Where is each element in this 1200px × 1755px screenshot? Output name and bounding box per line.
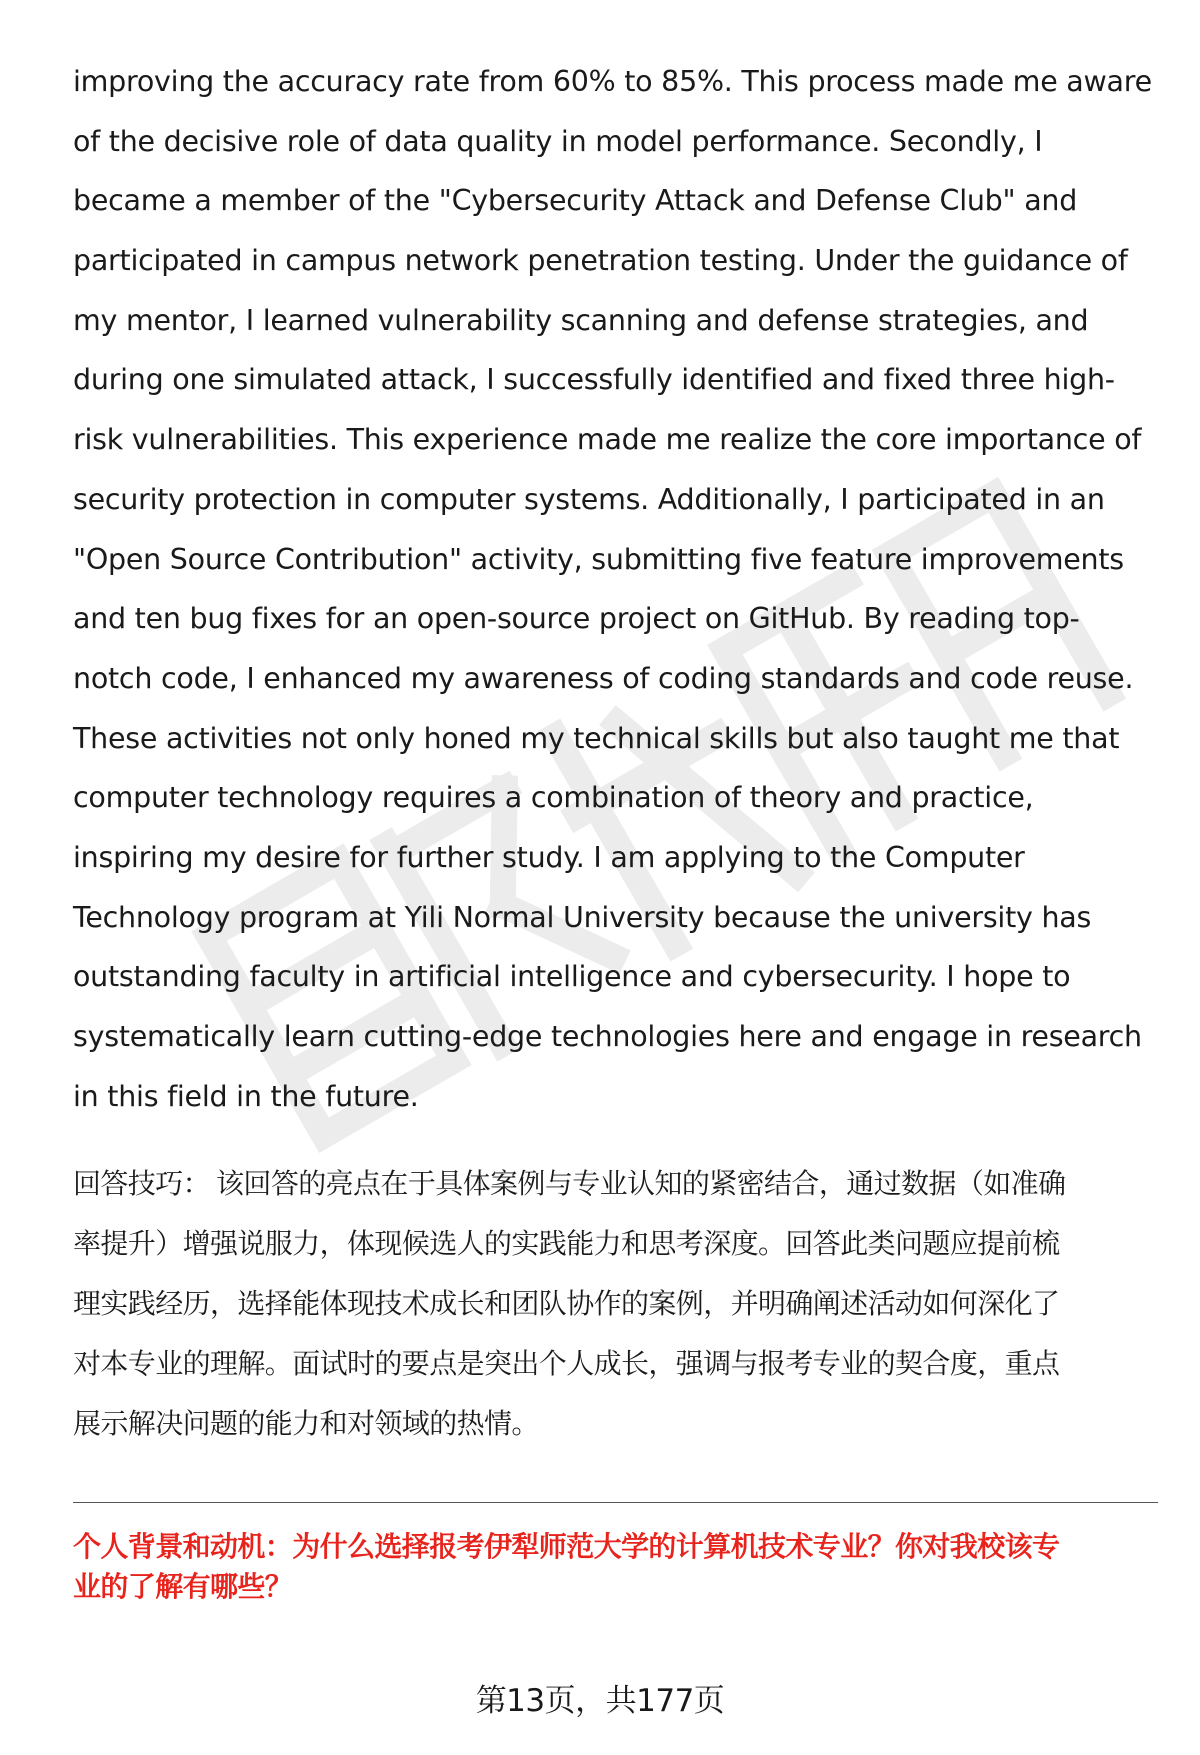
tip-line — [73, 1154, 1163, 1214]
tip-line: 率提升）增强说服力，体现候选人的实践能力和思考深度。回答此类问题应提前梳 — [73, 1227, 1060, 1260]
body-line: security protection in computer systems. Additionally, I participated in an — [73, 482, 1105, 516]
body-line: became a member of the "Cybersecurity Attack and Defense Club" and — [73, 184, 1078, 218]
body-line: participated in campus network penetration testing. Under the guidance of — [73, 244, 1128, 278]
body-line: during one simulated attack, I successfully identified and fixed three high- — [73, 363, 1115, 397]
tip-line: 展示解决问题的能力和对领域的热情。 — [73, 1407, 539, 1440]
body-line: notch code, I enhanced my awareness of coding standards and code reuse. — [73, 661, 1134, 695]
body-line: and ten bug fixes for an open-source project on GitHub. By reading top- — [73, 602, 1080, 636]
tip-line: 对本专业的理解。面试时的要点是突出个人成长，强调与报考专业的契合度，重点 — [73, 1347, 1060, 1380]
body-line: inspiring my desire for further study. I am applying to the Computer — [73, 840, 1025, 874]
question-heading — [73, 1527, 1163, 1607]
body-line: These activities not only honed my technical skills but also taught me that — [73, 721, 1120, 755]
body-line: outstanding faculty in artificial intelligence and cybersecurity. I hope to — [73, 960, 1071, 994]
body-line: my mentor, I learned vulnerability scanning and defense strategies, and — [73, 303, 1089, 337]
body-line: improving the accuracy rate from 60% to 85%. This process made me aware — [73, 65, 1152, 98]
body-paragraph — [73, 52, 1153, 1126]
section-divider — [73, 1502, 1158, 1503]
tip-line: 理实践经历，选择能体现技术成长和团队协作的案例，并明确阐述活动如何深化了 — [73, 1287, 1060, 1320]
answer-tips — [73, 1154, 1163, 1454]
tip-text: 该回答的亮点在于具体案例与专业认知的紧密结合，通过数据（如准确 — [216, 1167, 1066, 1200]
body-line: risk vulnerabilities. This experience made me realize the core importance of — [73, 423, 1142, 457]
question-line: 业的了解有哪些？ — [73, 1570, 293, 1603]
page-number: 第13页，共177页 — [475, 1683, 725, 1719]
tips-label: 回答技巧： — [73, 1167, 211, 1200]
body-line: computer technology requires a combination of theory and practice, — [73, 781, 1034, 815]
body-line: Technology program at Yili Normal University because the university has — [73, 900, 1092, 934]
body-line: of the decisive role of data quality in model performance. Secondly, I — [73, 124, 1043, 158]
question-line: 个人背景和动机：为什么选择报考伊犁师范大学的计算机技术专业？你对我校该专 — [73, 1530, 1060, 1563]
body-line: "Open Source Contribution" activity, submitting five feature improvements — [73, 542, 1124, 576]
body-line: systematically learn cutting-edge technologies here and engage in research — [73, 1020, 1142, 1053]
body-line: in this field in the future. — [73, 1079, 419, 1113]
